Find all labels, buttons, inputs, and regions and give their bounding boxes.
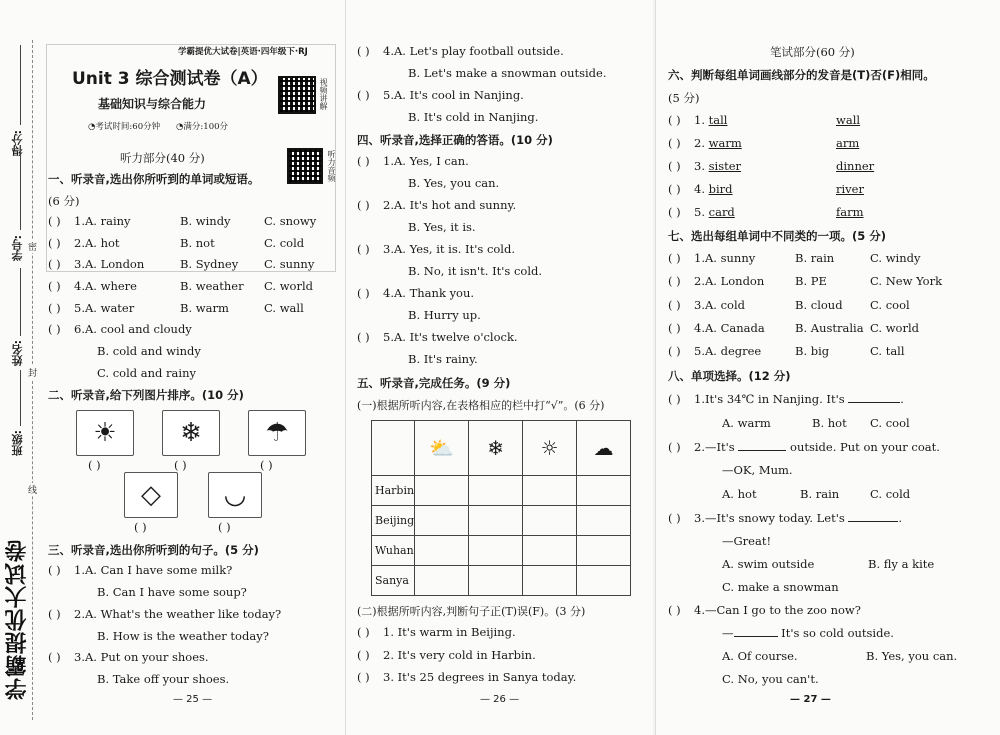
option-a: A. hot — [722, 487, 757, 501]
question-row: ( ) 1.It's 34℃ in Nanjing. It's . — [668, 392, 904, 406]
option-a: A. It's hot and sunny. — [393, 198, 517, 212]
answer-bracket[interactable]: ( ) — [668, 274, 681, 289]
listening-part-title: 听力部分(40 分) — [120, 151, 205, 165]
question-row — [357, 242, 515, 256]
check-cell[interactable] — [577, 506, 631, 536]
order-blank-3[interactable]: ( ) — [260, 458, 273, 472]
answer-bracket[interactable]: ( ) — [48, 257, 61, 272]
option-b: B. big — [795, 344, 830, 359]
answer-bracket[interactable]: ( ) — [357, 286, 370, 300]
word-pair-row — [668, 182, 733, 196]
order-blank-4[interactable]: ( ) — [134, 520, 147, 534]
option-a: A. sunny — [704, 251, 756, 265]
option-b: B. windy — [180, 214, 231, 228]
dialogue-reply: —Great! — [722, 534, 772, 548]
question-row — [357, 330, 518, 344]
cloudy-sunny-icon: ⛅ — [415, 421, 469, 476]
check-cell[interactable] — [523, 476, 577, 506]
option-b: B. Sydney — [180, 257, 239, 272]
city-cell: Harbin — [372, 476, 415, 506]
statement-text: 2. It's very cold in Harbin. — [383, 647, 536, 662]
section-4-title: 四、听录音,选择正确的答语。(10 分) — [357, 133, 553, 147]
question-row — [357, 154, 469, 168]
page-subtitle: 基础知识与综合能力 — [98, 97, 207, 111]
soup-bowl-picture — [208, 472, 262, 518]
option-b: B. rain — [800, 487, 840, 501]
order-blank-1[interactable]: ( ) — [88, 458, 101, 472]
option-b: B. fly a kite — [868, 557, 935, 571]
answer-bracket[interactable]: ( ) — [668, 320, 681, 335]
option-a: A. Can I have some milk? — [84, 563, 233, 577]
option-b: B. warm — [180, 300, 229, 315]
snow-icon: ❄ — [180, 418, 202, 448]
option-a: A. degree — [704, 344, 762, 359]
option-a: A. London — [704, 274, 765, 289]
page-number-27: — 27 — — [790, 694, 831, 705]
question-number: 4. — [74, 279, 85, 294]
order-blank-2[interactable]: ( ) — [174, 458, 187, 472]
question-row — [48, 301, 134, 315]
check-cell[interactable] — [469, 506, 523, 536]
question-row — [48, 650, 209, 664]
word-pair-row — [668, 136, 742, 150]
student-id-label: 学号: — [11, 235, 24, 262]
option-c: C. No, you can't. — [722, 672, 819, 686]
question-row — [668, 274, 764, 288]
answer-bracket[interactable]: ( ) — [357, 198, 370, 212]
answer-bracket[interactable]: ( ) — [48, 235, 61, 250]
answer-bracket[interactable]: ( ) — [668, 205, 681, 219]
question-number: 2. — [383, 198, 394, 212]
answer-bracket[interactable]: ( ) — [668, 136, 681, 150]
written-part-title: 笔试部分(60 分) — [770, 45, 855, 59]
answer-bracket[interactable]: ( ) — [668, 113, 681, 127]
city-cell: Sanya — [372, 566, 415, 596]
statement-row — [357, 648, 536, 662]
section-7-title: 七、选出每组单词中不同类的一项。(5 分) — [668, 229, 887, 243]
city-cell: Wuhan — [372, 536, 415, 566]
check-cell[interactable] — [577, 566, 631, 596]
check-cell[interactable] — [415, 476, 469, 506]
word-a: bird — [708, 182, 733, 196]
cut-mark-mi: 密 — [28, 240, 37, 253]
answer-blank[interactable] — [734, 636, 778, 637]
option-a: A. What's the weather like today? — [84, 606, 282, 621]
option-b: B. PE — [795, 274, 827, 289]
question-row — [48, 236, 120, 250]
answer-blank[interactable] — [738, 450, 786, 451]
question-number: 1. — [74, 214, 85, 228]
question-number: 4. — [383, 286, 394, 300]
question-row — [668, 298, 745, 312]
word-b: farm — [836, 205, 864, 219]
question-row: ( ) 2.—It's outside. Put on your coat. — [668, 440, 940, 454]
full-score: ◔满分:100分 — [176, 122, 229, 132]
check-cell[interactable] — [415, 566, 469, 596]
umbrella-wind-picture — [248, 410, 306, 456]
option-b: B. Hurry up. — [408, 308, 481, 322]
qr1-caption: 视频讲解 — [319, 78, 328, 110]
word-b: arm — [836, 136, 860, 150]
section-1-points: (6 分) — [48, 194, 80, 208]
question-row: ( ) 6.A. cool and cloudy — [48, 322, 192, 336]
option-c: C. New York — [870, 274, 943, 289]
answer-bracket[interactable]: ( ) — [357, 330, 370, 344]
question-number: 2. — [74, 606, 85, 621]
option-a: A. It's twelve o'clock. — [393, 330, 518, 344]
statement-text: 3. It's 25 degrees in Sanya today. — [383, 670, 577, 684]
question-number: 3. — [383, 242, 394, 256]
qr2-caption: 听力音频 — [327, 150, 336, 182]
section-6-points: (5 分) — [668, 91, 700, 105]
answer-bracket[interactable]: ( ) — [357, 670, 370, 684]
page-title: Unit 3 综合测试卷（A） — [72, 69, 268, 89]
table-row — [372, 536, 631, 566]
answer-bracket[interactable]: ( ) — [48, 606, 61, 621]
answer-blank[interactable] — [848, 521, 898, 522]
word-b: dinner — [836, 159, 875, 173]
kite-icon: ◇ — [141, 480, 161, 510]
cut-mark-feng: 封 — [28, 366, 37, 379]
check-cell[interactable] — [577, 536, 631, 566]
question-number: 1. — [383, 154, 394, 168]
option-b: B. No, it isn't. It's cold. — [408, 264, 543, 278]
option-a: A. Yes, I can. — [393, 154, 469, 168]
option-b: B. cloud — [795, 297, 843, 312]
option-a: A. swim outside — [722, 557, 815, 571]
check-cell[interactable] — [469, 566, 523, 596]
option-b: B. not — [180, 235, 215, 250]
kite-picture — [124, 472, 178, 518]
option-c: C. cold and rainy — [97, 366, 196, 380]
id-line — [20, 150, 21, 230]
sun-icon: ☼ — [523, 421, 577, 476]
cut-mark-xian: 线 — [28, 483, 37, 496]
section-2-title: 二、听录音,给下列图片排序。(10 分) — [48, 388, 244, 402]
option-b: B. Australia — [795, 320, 864, 335]
option-c: C. world — [870, 320, 920, 335]
series-label: 学霸提优大试卷|英语·四年级下·RJ — [178, 47, 308, 57]
question-number: 3. — [694, 159, 705, 173]
dialogue-reply: —OK, Mum. — [722, 463, 793, 477]
answer-bracket[interactable]: ( ) — [357, 154, 370, 168]
question-number: 4. — [694, 320, 705, 335]
question-number: 3. — [74, 650, 85, 664]
option-b: B. Yes, you can. — [866, 649, 958, 663]
option-c: C. cool — [870, 416, 910, 430]
word-a: tall — [708, 113, 728, 127]
section-8-title: 八、单项选择。(12 分) — [668, 369, 791, 383]
section-5-title: 五、听录音,完成任务。(9 分) — [357, 376, 511, 390]
weather-table — [371, 420, 631, 596]
option-b: B. Yes, it is. — [408, 220, 476, 234]
question-number: 5. — [74, 300, 85, 315]
question-number: 4. — [694, 182, 705, 196]
snowflake-icon: ❄ — [469, 421, 523, 476]
question-number: 2. — [694, 274, 705, 289]
audio-qr-code[interactable] — [287, 148, 323, 184]
option-b: B. Take off your shoes. — [97, 672, 230, 686]
option-c: C. snowy — [264, 214, 317, 228]
answer-bracket[interactable]: ( ) — [668, 344, 681, 359]
statement-row — [357, 670, 576, 684]
section-5-part-2: (二)根据所听内容,判断句子正(T)误(F)。(3 分) — [357, 605, 586, 618]
question-row — [48, 607, 281, 621]
option-b: B. Yes, you can. — [408, 176, 500, 190]
question-row — [668, 251, 755, 265]
word-b: river — [836, 182, 864, 196]
statement-row — [357, 625, 516, 639]
check-cell[interactable] — [523, 566, 577, 596]
question-row — [48, 257, 144, 271]
check-cell[interactable] — [523, 506, 577, 536]
snow-cloud-icon: ☁ — [577, 421, 631, 476]
word-pair-row — [668, 205, 735, 219]
page-number-25: — 25 — — [173, 694, 213, 705]
option-c: C. windy — [870, 251, 921, 265]
class-line — [20, 370, 21, 426]
answer-bracket[interactable]: ( ) — [357, 625, 370, 639]
question-number: 5. — [694, 344, 705, 359]
check-cell[interactable] — [415, 536, 469, 566]
check-cell[interactable] — [469, 536, 523, 566]
answer-bracket[interactable]: ( ) — [668, 297, 681, 312]
answer-bracket[interactable]: ( ) — [48, 214, 61, 228]
option-a: A. Thank you. — [393, 286, 475, 300]
question-row — [48, 563, 232, 577]
umbrella-icon: ☂ — [265, 418, 289, 448]
option-b: B. cold and windy — [97, 344, 201, 358]
brand-logo: 学霸提优大试卷 — [5, 539, 30, 700]
order-blank-5[interactable]: ( ) — [218, 520, 231, 534]
clock-icon: ◔ — [176, 122, 184, 132]
question-row — [48, 214, 131, 228]
option-c: C. tall — [870, 344, 905, 359]
option-c: C. wall — [264, 300, 304, 315]
statement-text: 1. It's warm in Beijing. — [383, 625, 516, 639]
question-number: 1. — [694, 251, 705, 265]
option-b: B. weather — [180, 279, 244, 294]
snow-cloud-picture — [162, 410, 220, 456]
check-cell[interactable] — [415, 506, 469, 536]
question-number: 1. — [74, 563, 85, 577]
exam-time: ◔考试时间:60分钟 — [88, 122, 161, 132]
option-a: A. rainy — [84, 214, 131, 228]
answer-bracket[interactable]: ( ) — [48, 650, 61, 664]
option-c: C. sunny — [264, 257, 315, 272]
option-c: C. cold — [870, 487, 911, 501]
section-6-title: 六、判断每组单词画线部分的发音是(T)否(F)相同。 — [668, 68, 935, 82]
option-c: C. cool — [870, 297, 910, 312]
word-pair-row — [668, 159, 741, 173]
dialogue-reply: — It's so cold outside. — [722, 626, 894, 640]
question-row — [357, 286, 474, 300]
sun-icon: ☀ — [93, 418, 117, 448]
answer-bracket[interactable]: ( ) — [48, 300, 61, 315]
table-row — [372, 476, 631, 506]
question-number: 3. — [74, 257, 85, 272]
word-b: wall — [836, 113, 861, 127]
check-cell[interactable] — [469, 476, 523, 506]
option-b: B. It's cold in Nanjing. — [408, 110, 539, 124]
clock-icon: ◔ — [88, 122, 96, 132]
answer-bracket[interactable]: ( ) — [357, 242, 370, 256]
question-row — [48, 279, 137, 293]
word-pair-row — [668, 113, 727, 127]
option-a: A. water — [84, 300, 135, 315]
option-b: B. hot — [812, 416, 847, 430]
name-line — [20, 268, 21, 336]
table-row — [372, 506, 631, 536]
option-c: C. world — [264, 279, 314, 294]
question-row — [357, 198, 516, 212]
option-b: B. Can I have some soup? — [97, 585, 247, 599]
option-a: A. Yes, it is. It's cold. — [393, 242, 515, 256]
question-number: 2. — [694, 136, 705, 150]
question-row: ( ) 3.—It's snowy today. Let's . — [668, 511, 903, 525]
answer-blank[interactable] — [848, 402, 900, 403]
option-a: A. warm — [722, 416, 771, 430]
class-label: 班级: — [11, 430, 24, 457]
question-row — [668, 321, 765, 335]
question-number: 2. — [74, 235, 85, 250]
option-a: A. London — [84, 257, 145, 272]
question-number: 3. — [694, 297, 705, 312]
question-number: 5. — [694, 205, 705, 219]
answer-bracket[interactable]: ( ) — [668, 182, 681, 196]
bowl-icon: ◡ — [223, 480, 247, 510]
option-b: B. Let's make a snowman outside. — [408, 66, 607, 80]
option-a: A. Canada — [704, 320, 765, 335]
option-a: A. Of course. — [722, 649, 798, 663]
video-qr-code[interactable] — [278, 76, 316, 114]
answer-bracket[interactable]: ( ) — [357, 647, 370, 662]
option-b: B. It's rainy. — [408, 352, 478, 366]
binding-margin — [0, 0, 40, 735]
option-a: A. hot — [84, 235, 120, 250]
option-a: A. where — [84, 279, 137, 294]
check-cell[interactable] — [577, 476, 631, 506]
answer-bracket[interactable]: ( ) — [48, 563, 61, 577]
question-number: 1. — [694, 113, 705, 127]
option-b: B. rain — [795, 251, 835, 265]
word-a: warm — [708, 136, 742, 150]
check-cell[interactable] — [523, 536, 577, 566]
question-row: ( ) 4.A. Let's play football outside. — [357, 44, 564, 58]
question-number: 5. — [383, 330, 394, 344]
answer-bracket[interactable]: ( ) — [668, 159, 681, 173]
name-label: 姓名: — [11, 340, 24, 367]
table-corner — [372, 421, 415, 476]
city-cell: Beijing — [372, 506, 415, 536]
table-row — [372, 566, 631, 596]
answer-bracket[interactable]: ( ) — [668, 251, 681, 265]
section-1-title: 一、听录音,选出你所听到的单词或短语。 — [48, 172, 260, 186]
question-row — [668, 344, 761, 358]
sunny-boy-picture — [76, 410, 134, 456]
section-5-part-1: (一)根据所听内容,在表格相应的栏中打“√”。(6 分) — [357, 399, 605, 412]
section-3-title: 三、听录音,选出你所听到的句子。(5 分) — [48, 543, 259, 557]
answer-bracket[interactable]: ( ) — [48, 279, 61, 294]
question-row: ( ) 4.—Can I go to the zoo now? — [668, 603, 861, 617]
question-row: ( ) 5.A. It's cool in Nanjing. — [357, 88, 524, 102]
score-label: 得分: — [11, 130, 24, 157]
option-c: C. cold — [264, 235, 305, 250]
page-number-26: — 26 — — [480, 694, 520, 705]
score-line — [20, 45, 21, 125]
option-c: C. make a snowman — [722, 580, 839, 594]
option-a: A. cold — [704, 297, 746, 312]
option-b: B. How is the weather today? — [97, 628, 269, 643]
word-a: card — [708, 205, 735, 219]
word-a: sister — [708, 159, 742, 173]
option-a: A. Put on your shoes. — [84, 650, 209, 664]
